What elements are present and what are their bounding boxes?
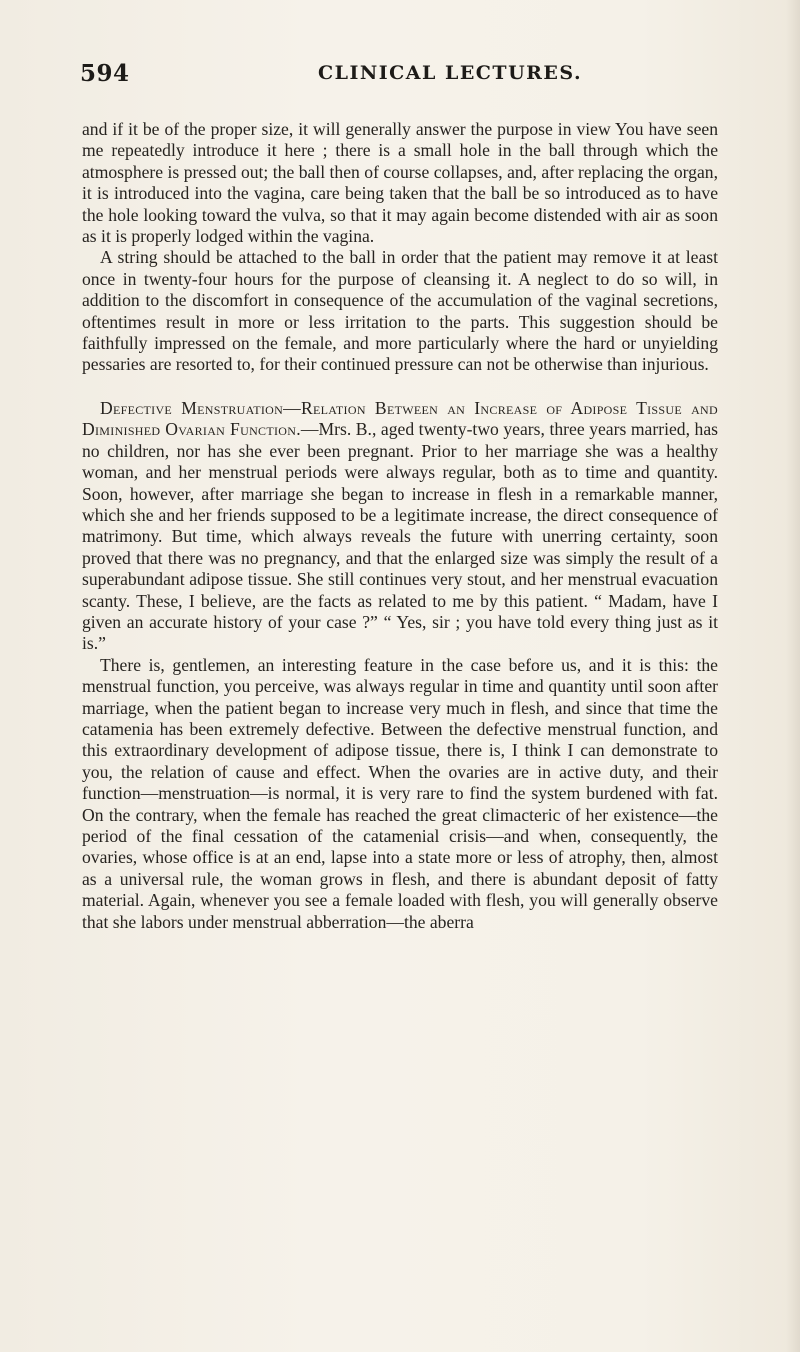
case-history-text: —Mrs. B., aged twenty-two years, three years married, has no children, nor has she ever been pregnant. Prior to her marriage she was a healthy woman, and her menstrual periods were always regular, both as to time and quantity. Soon, however, after marriage she began to increase in flesh in a remarkable manner, which she and her friends supposed to be a legitimate increase, the direct consequence of matrimony. But time, which always reveals the future with unerring certainty, soon proved that there was no pregnancy, and that the enlarged size was simply the result of a superabundant adipose tissue. She still continues very stout, and her menstrual evacuation scanty. These, I believe, are the facts as related to me by this patient. “ Madam, have I given an accurate history of your case ?” “ Yes, sir ; you have told every thing just as it is.” (82, 419, 718, 654)
running-title: CLINICAL LECTURES. (318, 62, 583, 84)
running-head (80, 60, 720, 96)
body-text (82, 119, 718, 933)
section-heading: Defective Menstruation—Relation Between an Increase of Adipose Tissue and Diminished Ovarian Function. (82, 397, 718, 440)
paragraph-pessary-ball: and if it be of the proper size, it will generally answer the purpose in view You have seen me repeatedly introduce it here ; there is a small hole in the ball through which the atmosphere is pressed out; the ball then of course collapses, and, after replacing the organ, it is introduced into the vagina, care being taken that the ball be so introduced as to have the hole looking toward the vulva, so that it may again become distended with air as soon as it is properly lodged within the vagina. (82, 119, 718, 247)
case-paragraph (82, 398, 718, 655)
paragraph-string-attachment: A string should be attached to the ball in order that the patient may remove it at least once in twenty-four hours for the purpose of cleansing it. A neglect to do so will, in addition to the discomfort in consequence of the accumulation of the vaginal secretions, oftentimes result in more or less irritation to the parts. This suggestion should be faithfully impressed on the female, and more particularly where the hard or unyielding pessaries are resorted to, for their continued pressure can not be otherwise than injurious. (82, 247, 718, 375)
page-edge-shadow (786, 0, 800, 1352)
paragraph-discussion: There is, gentlemen, an interesting feature in the case before us, and it is this: the menstrual function, you perceive, was always regular in time and quantity until soon after marriage, when the patient began to increase very much in flesh, and since that time the catamenia has been extremely defective. Between the defective menstrual function, and this extraordinary development of adipose tissue, there is, I think I can demonstrate to you, the relation of cause and effect. When the ovaries are in active duty, and their function—menstruation—is normal, it is very rare to find the system burdened with fat. On the contrary, when the female has reached the great climacteric of her existence—the period of the final cessation of the catamenial crisis—and when, consequently, the ovaries, whose office is at an end, lapse into a state more or less of atrophy, then, almost as a universal rule, the woman grows in flesh, and there is abundant deposit of fatty material. Again, whenever you see a female loaded with flesh, you will generally observe that she labors under menstrual abberration—the aberra (82, 654, 718, 932)
page-number: 594 (80, 60, 130, 87)
